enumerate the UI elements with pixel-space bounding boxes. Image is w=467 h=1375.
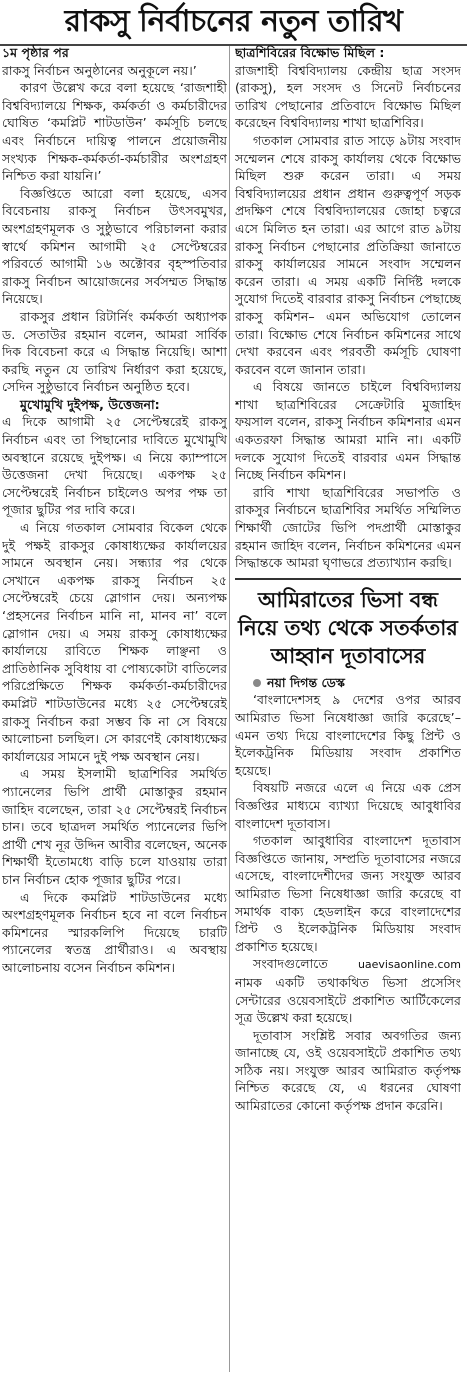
right-column (235, 44, 461, 1375)
subhead-paragraph (2, 396, 227, 414)
paragraph: ‘বাংলাদেশসহ ৯ দেশের ওপর আরব আমিরাত ভিসা নিষেধাজ্ঞা জারি করেছে’– এমন তথ্য দিয়ে বাংলাদেশের কিছু প্রিন্ট ও ইলেকট্রনিক মিডিয়ায় সংবাদ প্রকাশিত হয়েছে। (235, 692, 461, 778)
text: সংবাদগুলোতে (253, 956, 328, 972)
paragraph: বিজ্ঞপ্তিতে আরো বলা হয়েছে, এসব বিবেচনায় রাকসু নির্বাচন উৎসবমুখর, অংশগ্রহণমূলক ও সুষ্ঠুভাবে পরিচালনা করার স্বার্থে কমিশন আগামী ২৫ সেপ্টেম্বরের পরিবর্তে আগামী ১৬ অক্টোবর বৃহস্পতিবার রাকসু নির্বাচন আয়োজনের সর্বসম্মত সিদ্ধান্ত নিয়েছে। (2, 185, 227, 307)
paragraph (235, 955, 461, 1026)
paragraph: এ বিষয়ে জানতে চাইলে বিশ্ববিদ্যালয় শাখা ছাত্রশিবিরের সেক্রেটারি মুজাহিদ ফয়সাল বলেন, রাকসু নির্বাচন কমিশনার এমন একতরফা সিদ্ধান্ত আমরা মানি না। একটি দলকে সুযোগ দিতেই বারবার এমন সিদ্ধান্ত নিচ্ছে নির্বাচন কমিশন। (235, 379, 461, 483)
desk-label: নয়া দিগন্ত ডেস্ক (267, 674, 345, 690)
text: নামক একটি তথাকথিত ভিসা প্রসেসিং সেন্টারের ওয়েবসাইটে প্রকাশিত আর্টিকেলের সূত্র উল্লেখ করা হয়েছে। (235, 974, 461, 1026)
bullet-icon (253, 679, 261, 687)
paragraph: দূতাবাস সংশ্লিষ্ট সবার অবগতির জন্য জানাচ্ছে যে, ওই ওয়েবসাইটে প্রকাশিত তথ্য সঠিক নয়। সংযুক্ত আরব আমিরাত কর্তৃপক্ষ নিশ্চিত করেছে যে, এ ধরনের ঘোষণা আমিরাতের কোনো কর্তৃপক্ষ প্রদান করেনি। (235, 1027, 461, 1114)
subhead: ছাত্রশিবিরের বিক্ষোভ মিছিল : (235, 45, 385, 60)
paragraph: রাজশাহী বিশ্ববিদ্যালয় কেন্দ্রীয় ছাত্র সংসদ (রাকসু), হল সংসদ ও সিনেট নির্বাচনের তারিখ পেছানোর প্রতিবাদে বিক্ষোভ মিছিল করেছেন বিশ্ববিদ্যালয় শাখা ছাত্রশিবির। (235, 62, 461, 131)
main-headline: রাকসু নির্বাচনের নতুন তারিখ (0, 0, 467, 46)
article-separator (235, 578, 461, 580)
website-link: uaevisaonline.com (357, 958, 461, 972)
paragraph: কারণ উল্লেখ করে বলা হয়েছে ‘রাজশাহী বিশ্ববিদ্যালয়ে শিক্ষক, কর্মকর্তা ও কর্মচারীদের ঘোষিত ‘কমপ্লিট শাটডাউন’ কর্মসূচি চলছে এবং নির্বাচনে দায়িত্ব পালনে প্রয়োজনীয় সংখ্যক শিক্ষক-কর্মকর্তা-কর্মচারীর অংশগ্রহণ নিশ্চিত করা যায়নি।’ (2, 80, 227, 184)
left-column (2, 44, 227, 1375)
paragraph: রাকসু নির্বাচন অনুষ্ঠানের অনুকূলে নয়।’ (2, 62, 197, 78)
paragraph: রাকসুর প্রধান রিটার্নিং কর্মকর্তা অধ্যাপক ড. সেতাউর রহমান বলেন, আমরা সার্বিক দিক বিবেচনা করে এ সিদ্ধান্ত নিয়েছি। আশা করছি নতুন যে তারিখ নির্ধারণ করা হয়েছে, সেদিন সুষ্ঠুভাবে নির্বাচন অনুষ্ঠিত হবে। (2, 308, 227, 395)
paragraph: গতকাল আবুধাবির বাংলাদেশ দূতাবাস বিজ্ঞপ্তিতে জানায়, সম্প্রতি দূতাবাসের নজরে এসেছে, বাংলাদেশীদের জন্য সংযুক্ত আরব আমিরাত ভিসা নিষেধাজ্ঞা জারি করেছে বা সমার্থক বাক্য হেডলাইন করে বাংলাদেশের প্রিন্ট ও ইলেকট্রনিক মিডিয়ায় সংবাদ প্রকাশিত হয়েছে। (235, 833, 461, 954)
paragraph: রাবি শাখা ছাত্রশিবিরের সভাপতি ও রাকসুর নির্বাচনে ছাত্রশিবির সমর্থিত সম্মিলিত শিক্ষার্থী জোটের ভিপি পদপ্রার্থী মোস্তাকুর রহমান জাহিদ বলেন, নির্বাচন কমিশনের এমন সিদ্ধান্তকে আমরা ঘৃণাভরে প্রত্যাখ্যান করছি। (235, 484, 461, 571)
second-article-headline: আমিরাতের ভিসা বন্ধ নিয়ে তথ্য থেকে সতর্কতার আহ্বান দূতাবাসের (238, 586, 458, 668)
column-divider (229, 46, 230, 1372)
byline (235, 674, 461, 692)
subhead: মুখোমুখি দুইপক্ষ, উত্তেজনা: (20, 396, 160, 412)
paragraph: এ নিয়ে গতকাল সোমবার বিকেল থেকে দুই পক্ষই রাকসুর কোষাধ্যক্ষের কার্যালয়ের সামনে অবস্থান নেয়। সন্ধ্যার পর থেকে সেখানে একপক্ষ রাকসু নির্বাচন ২৫ সেপ্টেম্বরেই চেয়ে স্লোগান দেয়। অন্যপক্ষ ‘প্রহসনের নির্বাচন মানি না, মানব না’ বলে স্লোগান দেয়। এ সময় রাকসু কোষাধ্যক্ষের কার্যালয়ে রাবিতে শিক্ষক লাঞ্ছনা ও প্রাতিষ্ঠানিক সুবিধায় বা পোষ্যকোটা বাতিলের পরিপ্রেক্ষিতে শিক্ষক কর্মকর্তা-কর্মচারীদের কমপ্লিট শাটডাউনের মধ্যে ২৫ সেপ্টেম্বরেই রাকসু নির্বাচন করা সম্ভব কি না সে বিষয়ে আলোচনা চলছিল। সে কারণেই কোষাধ্যক্ষের কার্যালয়ের সামনে দুই পক্ষ অবস্থান নেয়। (2, 520, 227, 764)
paragraph: এ দিকে আগামী ২৫ সেপ্টেম্বরেই রাকসু নির্বাচন এবং তা পিছানোর দাবিতে মুখোমুখি অবস্থানে রয়েছে দুইপক্ষ। এ নিয়ে ক্যাম্পাসে উত্তেজনা দেখা দিয়েছে। একপক্ষ ২৫ সেপ্টেম্বরেই নির্বাচন চাইলেও অপর পক্ষ তা পূজার ছুটির পর দাবি করে। (2, 414, 227, 518)
continued-label: ১ম পৃষ্ঠার পর (2, 45, 69, 60)
paragraph: গতকাল সোমবার রাত সাড়ে ৯টায় সংবাদ সম্মেলন শেষে রাকসু কার্যালয় থেকে বিক্ষোভ মিছিল শুরু করেন তারা। এ সময় বিশ্ববিদ্যালয়ের প্রধান প্রধান গুরুত্বপূর্ণ সড়ক প্রদক্ষিণ শেষে বিশ্ববিদ্যালয়ের জোহা চত্বরে এসে মিলিত হন তারা। এর আগে রাত ৯টায় রাকসু নির্বাচন পেছানোর প্রতিক্রিয়া জানাতে রাকসু কার্যালয়ের সামনে সংবাদ সম্মেলন করেন তারা। এ সময় একটি নির্দিষ্ট দলকে সুযোগ দিতেই বারবার রাকসু নির্বাচন পেছাচ্ছে রাকসু কমিশন– এমন অভিযোগ তোলেন তারা। বিক্ষোভ শেষে নির্বাচন কমিশনের সাথে দেখা করবেন এবং পরবর্তী কর্মসূচি ঘোষণা করবেন বলে জানান তারা। (235, 132, 461, 377)
paragraph: এ দিকে কমপ্লিট শাটডাউনের মধ্যে অংশগ্রহণমূলক নির্বাচন হবে না বলে নির্বাচন কমিশনের স্মারকলিপি দিয়েছে চারটি প্যানেলের স্বতন্ত্র প্রার্থীরাও। এ অবস্থায় আলোচনায় বসেন নির্বাচন কমিশন। (2, 889, 227, 975)
paragraph: বিষয়টি নজরে এলে এ নিয়ে এক প্রেস বিজ্ঞপ্তির মাধ্যমে ব্যাখ্যা দিয়েছে আবুধাবির বাংলাদেশ দূতাবাস। (235, 780, 461, 831)
paragraph: এ সময় ইসলামী ছাত্রশিবির সমর্থিত প্যানেলের ভিপি প্রার্থী মোস্তাকুর রহমান জাহিদ বলেছেন, তারা ২৫ সেপ্টেম্বরই নির্বাচন চান। তবে ছাত্রদল সমর্থিত প্যানেলের ভিপি প্রার্থী শেখ নূর উদ্দিন আবীর বলেছেন, অনেক শিক্ষার্থী ইতোমধ্যে বাড়ি চলে যাওয়ায় তারা চান নির্বাচন হোক পূজার ছুটির পরে। (2, 766, 227, 887)
